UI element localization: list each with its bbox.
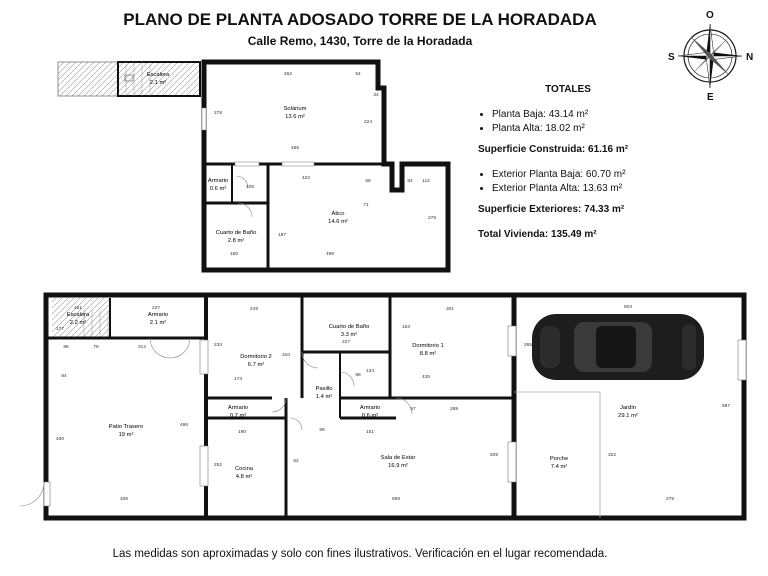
dim-134: 134 bbox=[365, 369, 375, 374]
dim-177: 177 bbox=[55, 327, 65, 332]
dim-322: 322 bbox=[607, 453, 617, 458]
salon-name: Sala de Estar bbox=[380, 455, 416, 461]
dim-86: 86 bbox=[63, 345, 69, 350]
lower-floor bbox=[20, 295, 746, 518]
upper-floor bbox=[58, 62, 448, 270]
cocina-area: 4.8 m² bbox=[235, 474, 253, 480]
plan-title: PLANO DE PLANTA ADOSADO TORRE DE LA HORADADA bbox=[123, 10, 597, 29]
gate-jardin bbox=[738, 340, 746, 380]
dim-227: 227 bbox=[341, 340, 351, 345]
dim-151: 151 bbox=[365, 430, 375, 435]
dim-62: 62 bbox=[293, 459, 299, 464]
stair-low-name: Escalera bbox=[66, 312, 90, 318]
salon-area: 16.9 m² bbox=[388, 463, 408, 469]
bano-low-name: Cuarto de Baño bbox=[328, 324, 370, 330]
dim-604: 604 bbox=[623, 305, 633, 310]
car-icon bbox=[532, 314, 704, 380]
dim-310: 310 bbox=[281, 353, 291, 358]
window-patio-1 bbox=[200, 340, 208, 374]
upper-stair-area bbox=[58, 62, 200, 96]
dim-400: 400 bbox=[55, 437, 65, 442]
opening-atico bbox=[235, 162, 259, 166]
dim-64: 64 bbox=[407, 179, 413, 184]
window-salon bbox=[508, 442, 516, 482]
dim-54: 54 bbox=[355, 72, 361, 77]
dim-233: 233 bbox=[213, 343, 223, 348]
disclaimer: Las medidas son aproximadas y solo con fines ilustrativos. Verificación en el lugar recomendada. bbox=[112, 548, 608, 560]
armario3-area: 0.6 m² bbox=[361, 413, 379, 419]
compass-north-top: O bbox=[706, 10, 714, 21]
compass-left: S bbox=[668, 52, 675, 63]
dim-57: 57 bbox=[410, 407, 416, 412]
dim-78: 78 bbox=[93, 345, 99, 350]
window-patio-2 bbox=[200, 446, 208, 486]
dim-301: 301 bbox=[445, 307, 455, 312]
armario1-area: 2.1 m² bbox=[149, 320, 167, 326]
dorm1-name: Dormitorio 1 bbox=[412, 343, 444, 349]
porche-name: Porche bbox=[549, 456, 569, 462]
dim-496: 496 bbox=[290, 146, 300, 151]
armario2-area: 0.7 m² bbox=[229, 413, 247, 419]
dim-422: 422 bbox=[301, 176, 311, 181]
dim-509: 509 bbox=[489, 453, 499, 458]
dim-289: 289 bbox=[449, 407, 459, 412]
dim-462: 462 bbox=[283, 72, 293, 77]
dim-98: 98 bbox=[355, 373, 361, 378]
exterior-baja-item: • Exterior Planta Baja: 60.70 m² bbox=[492, 169, 658, 180]
door-arc-cocina bbox=[290, 418, 302, 430]
upper-stair-area-label: 2.1 m² bbox=[149, 80, 167, 86]
armario-up-name: Armario bbox=[207, 178, 229, 184]
superficie-exteriores: Superficie Exteriores: 74.33 m² bbox=[478, 204, 625, 215]
dim-252: 252 bbox=[213, 463, 223, 468]
dorm2-name: Dormitorio 2 bbox=[240, 354, 272, 360]
dorm2-area: 6.7 m² bbox=[247, 362, 265, 368]
bano-up-area: 2.8 m² bbox=[227, 238, 245, 244]
compass-right: N bbox=[746, 52, 754, 63]
dim-112: 112 bbox=[422, 179, 430, 184]
compass-bottom: E bbox=[707, 92, 714, 103]
porche-area: 7.4 m² bbox=[550, 464, 568, 470]
window-west bbox=[202, 108, 206, 130]
dim-71: 71 bbox=[363, 203, 369, 208]
door-patio-exterior bbox=[44, 482, 50, 506]
dim-160: 160 bbox=[229, 252, 239, 257]
dim-173: 173 bbox=[233, 377, 243, 382]
jardin-name: Jardín bbox=[619, 405, 637, 411]
bano-low-area: 3.3 m² bbox=[340, 332, 358, 338]
totals-heading: TOTALES bbox=[545, 84, 591, 95]
solarium-name: Solárium bbox=[283, 106, 307, 112]
dim-499: 499 bbox=[325, 252, 335, 257]
armario1-name: Armario bbox=[147, 312, 169, 318]
dim-105: 105 bbox=[245, 185, 255, 190]
jardin-area: 29.1 m² bbox=[618, 413, 638, 419]
dim-486: 486 bbox=[179, 423, 189, 428]
dim-599: 599 bbox=[391, 497, 401, 502]
window-solarium bbox=[282, 162, 314, 166]
dim-278b: 278 bbox=[427, 216, 437, 221]
dim-237: 237 bbox=[151, 306, 161, 311]
armario2-name: Armario bbox=[227, 405, 249, 411]
planta-alta-item: • Planta Alta: 18.02 m² bbox=[492, 123, 658, 134]
dim-312: 312 bbox=[137, 345, 147, 350]
door-arc-armario1 bbox=[150, 338, 190, 358]
dim-69: 69 bbox=[365, 179, 371, 184]
dim-406: 406 bbox=[119, 497, 129, 502]
pasillo-area: 1.4 m² bbox=[315, 394, 333, 400]
dim-161: 161 bbox=[73, 306, 83, 311]
door-arc-dorm1 bbox=[340, 372, 354, 386]
dim-190: 190 bbox=[237, 430, 247, 435]
window-dorm1 bbox=[508, 326, 516, 356]
armario3-name: Armario bbox=[359, 405, 381, 411]
planta-baja-item: • Planta Baja: 43.14 m² bbox=[492, 109, 658, 120]
dim-34: 34 bbox=[373, 93, 379, 98]
dim-275: 275 bbox=[665, 497, 675, 502]
dim-265: 265 bbox=[523, 343, 533, 348]
cocina-name: Cocina bbox=[234, 466, 254, 472]
superficie-construida: Superficie Construida: 61.16 m² bbox=[478, 144, 629, 155]
armario-up-area: 0.6 m² bbox=[209, 186, 227, 192]
upper-stair-name: Escalera bbox=[146, 72, 170, 78]
atico-name: Ático bbox=[331, 211, 345, 217]
solarium-area: 13.6 m² bbox=[285, 114, 305, 120]
pasillo-name: Pasillo bbox=[315, 386, 333, 392]
exterior-alta-item: • Exterior Planta Alta: 13.63 m² bbox=[492, 183, 658, 194]
patio-name: Patio Trasero bbox=[108, 424, 144, 430]
plan-address: Calle Remo, 1430, Torre de la Horadada bbox=[247, 34, 473, 48]
lower-stair-hatch bbox=[52, 298, 110, 338]
door-arc-patio bbox=[20, 482, 44, 506]
dim-84: 84 bbox=[61, 374, 67, 379]
door-arc-armario2 bbox=[272, 398, 286, 412]
dim-278: 278 bbox=[213, 111, 223, 116]
patio-area: 19 m² bbox=[118, 432, 134, 438]
dim-163: 163 bbox=[401, 325, 411, 330]
total-vivienda: Total Vivienda: 135.49 m² bbox=[478, 229, 597, 240]
dim-435: 435 bbox=[421, 375, 431, 380]
dim-187: 187 bbox=[277, 233, 287, 238]
door-arc-bano bbox=[238, 203, 252, 217]
bano-up-name: Cuarto de Baño bbox=[215, 230, 257, 236]
dim-249: 249 bbox=[249, 307, 259, 312]
dorm1-area: 8.8 m² bbox=[419, 351, 437, 357]
dim-89: 89 bbox=[319, 428, 325, 433]
atico-area: 14.6 m² bbox=[328, 219, 348, 225]
dim-224: 224 bbox=[363, 120, 373, 125]
dim-587: 587 bbox=[721, 404, 731, 409]
door-arc-bano bbox=[302, 352, 318, 368]
stair-low-area: 2.2 m² bbox=[69, 320, 87, 326]
